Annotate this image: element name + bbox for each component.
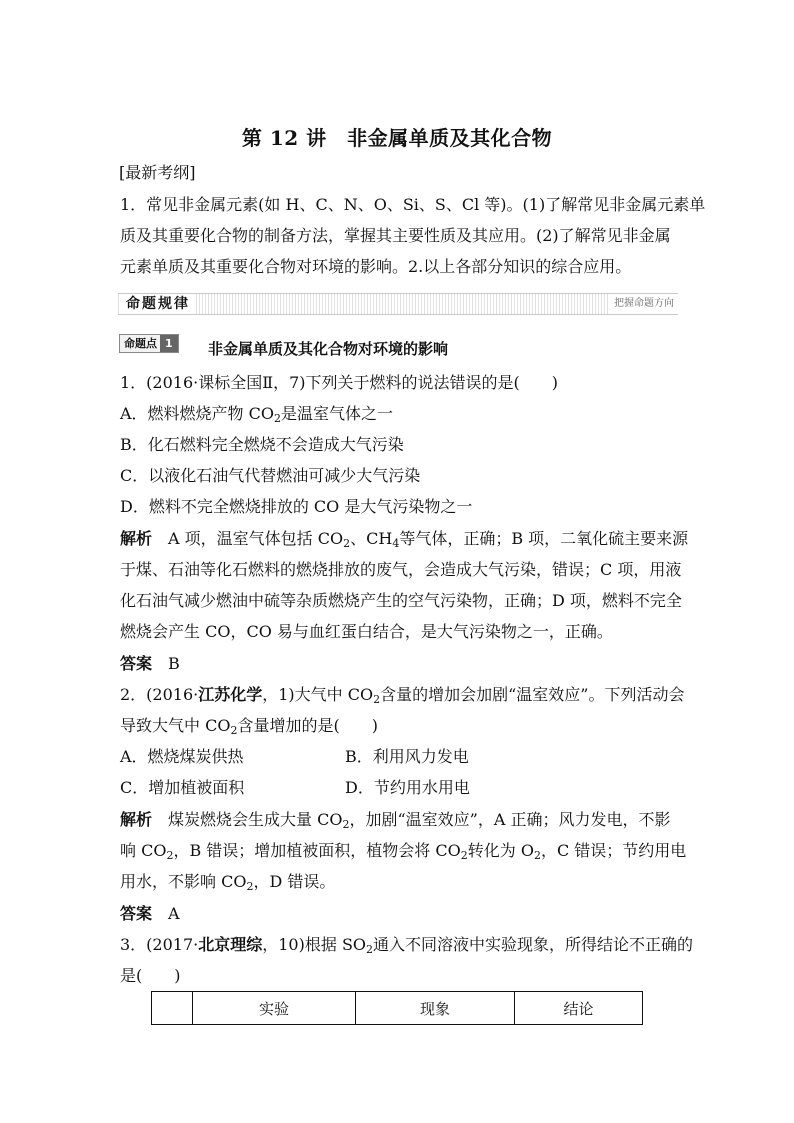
experiment-table (151, 991, 643, 1025)
point-number: 1 (160, 335, 178, 352)
question-2-option-c: C．增加植被面积 (120, 778, 245, 797)
question-1-explanation: 解析 A 项，温室气体包括 $CO_2$、$CH_4$等气体，正确；B 项，二氧化硫主要来源 (120, 529, 689, 550)
question-1-option-b: B．化石燃料完全燃烧不会造成大气污染 (120, 435, 404, 454)
question-1-option-a: A．燃料燃烧产物 $CO_2$是温室气体之一 (120, 404, 394, 425)
question-2-explanation: 用水，不影响 $CO_2$，D 错误。 (120, 872, 336, 893)
question-3-stem: 是( ) (120, 966, 181, 985)
question-1-option-d: D．燃料不完全燃烧排放的 CO 是大气污染物之一 (120, 497, 473, 516)
table-header-cell: 结论 (515, 992, 643, 1025)
question-1-stem: 1．(2016·课标全国Ⅱ，7)下列关于燃料的说法错误的是( ) (120, 373, 559, 392)
question-3-stem: 3．(2017·北京理综，10)根据 $SO_2$通入不同溶液中实验现象，所得结论不正确的 (120, 935, 694, 956)
point-title: 非金属单质及其化合物对环境的影响 (208, 340, 449, 358)
table-header-cell: 现象 (356, 992, 515, 1025)
question-1-explanation: 燃烧会产生 CO，CO 易与血红蛋白结合，是大气污染物之一，正确。 (120, 622, 613, 641)
question-2-stem: 导致大气中 $CO_2$含量增加的是( ) (120, 716, 378, 737)
outline-line: 1．常见非金属元素(如 H、C、N、O、Si、S、Cl 等)。(1)了解常见非金属元素单 (120, 195, 706, 214)
banner-subtitle: 把握命题方向 (610, 294, 678, 314)
question-1-answer: 答案 B (120, 654, 180, 673)
table-header-cell (152, 992, 193, 1025)
question-1-explanation: 于煤、石油等化石燃料的燃烧排放的废气，会造成大气污染，错误；C 项，用液 (120, 560, 682, 579)
question-2-explanation: 响 $CO_2$，B 错误；增加植被面积，植物会将 $CO_2$转化为 $O_2$，C 错误；节约用电 (120, 841, 687, 862)
outline-line: 元素单质及其重要化合物对环境的影响。2.以上各部分知识的综合应用。 (120, 257, 632, 276)
table-header-cell: 实验 (193, 992, 356, 1025)
page-title: 第 12 讲 非金属单质及其化合物 (241, 126, 553, 150)
question-1-option-c: C．以液化石油气代替燃油可减少大气污染 (120, 466, 421, 485)
question-1-explanation: 化石油气减少燃油中硫等杂质燃烧产生的空气污染物，正确；D 项，燃料不完全 (120, 591, 682, 610)
outline-tag: [最新考纲] (119, 163, 196, 182)
section-banner (118, 293, 678, 315)
question-2-option-a: A．燃烧煤炭供热 (120, 747, 244, 766)
point-label: 命题点 (124, 337, 157, 350)
banner-title: 命题规律 (120, 294, 196, 314)
question-2-option-b: B．利用风力发电 (345, 747, 469, 766)
question-2-explanation: 解析 煤炭燃烧会生成大量 $CO_2$，加剧“温室效应”，A 正确；风力发电，不影 (120, 810, 671, 831)
outline-line: 质及其重要化合物的制备方法，掌握其主要性质及其应用。(2)了解常见非金属 (120, 226, 671, 245)
table-header-row (152, 992, 643, 1025)
question-2-answer: 答案 A (120, 904, 180, 923)
question-2-option-d: D．节约用水用电 (345, 778, 470, 797)
question-2-stem: 2．(2016·江苏化学，1)大气中 $CO_2$含量的增加会加剧“温室效应”。下列活动会 (120, 685, 685, 706)
topic-point-badge (119, 334, 179, 353)
